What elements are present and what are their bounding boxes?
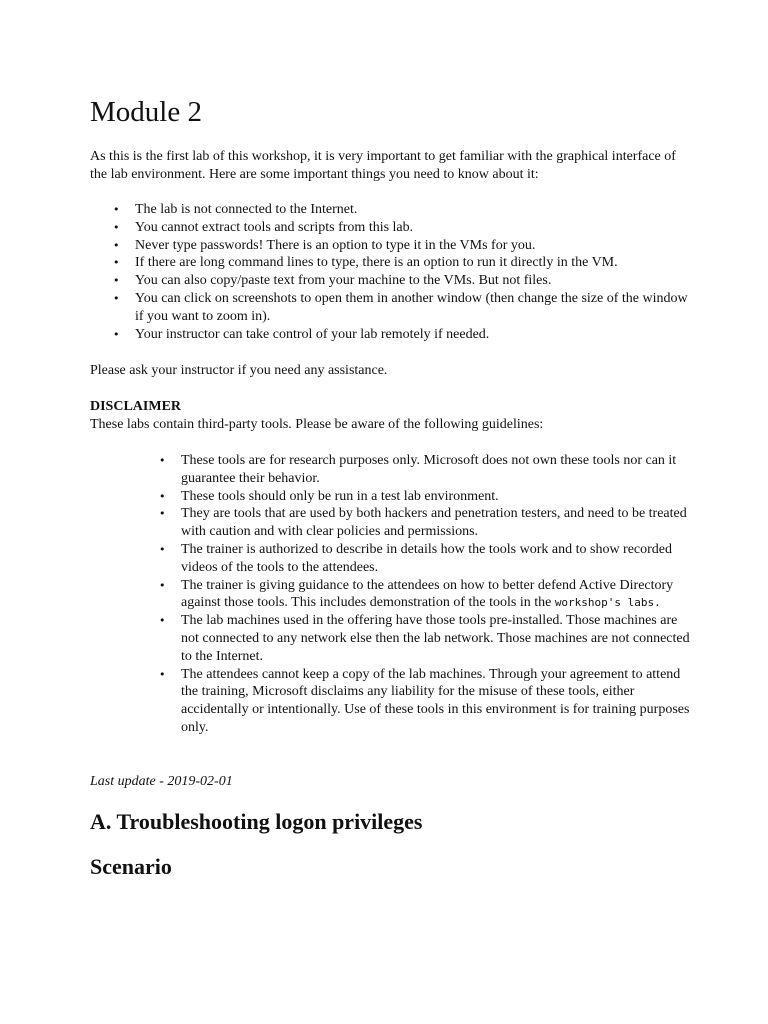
list-item [156,577,696,613]
disclaimer-heading: DISCLAIMER [90,399,182,414]
intro-paragraph: As this is the first lab of this workshop, it is very important to get familiar with the graphical interface of the lab environment. Here are some important things you need to know about it: [90,149,676,182]
list-item: • If there are long command lines to type, there is an option to run it directly in the VM. [110,254,690,272]
list-item: • They are tools that are used by both hackers and penetration testers, and need to be treated with caution and with clear policies and permissions. [156,505,696,541]
list-item: • You can also copy/paste text from your machine to the VMs. But not files. [110,272,690,290]
list-item: • The attendees cannot keep a copy of the lab machines. Through your agreement to attend the training, Microsoft disclaims any liability for the misuse of these tools, either accidentally or intentionally. Use of these tools in this environment is for training purposes only. [156,666,696,737]
subsection-heading: Scenario [90,854,172,879]
list-item: • The lab is not connected to the Internet. [110,201,690,219]
list-item: • You can click on screenshots to open them in another window (then change the size of the window if you want to zoom in). [110,290,690,326]
list-item: • Never type passwords! There is an option to type it in the VMs for you. [110,237,690,255]
disclaimer-intro: These labs contain third-party tools. Please be aware of the following guidelines: [90,417,544,432]
guideline-text: The trainer is giving guidance to the attendees on how to better defend Active Directory against those tools. This includes demonstration of the tools in the [181,577,674,611]
last-update: Last update - 2019-02-01 [90,774,233,789]
list-item: • The lab machines used in the offering have those tools pre-installed. Those machines are not connected to any network else then the lab network. Those machines are not connected to the Internet. [156,612,696,665]
list-item: • Your instructor can take control of your lab remotely if needed. [110,326,690,344]
assistance-note: Please ask your instructor if you need any assistance. [90,363,388,378]
list-item: • These tools should only be run in a test lab environment. [156,488,696,506]
guidelines-list [156,452,696,737]
list-item: • These tools are for research purposes only. Microsoft does not own these tools nor can it guarantee their behavior. [156,452,696,488]
guideline-text-tail: workshop's labs. [554,596,661,610]
lab-tips-list [110,201,690,343]
page-title: Module 2 [90,96,202,128]
list-item: • The trainer is authorized to describe in details how the tools work and to show recorded videos of the tools to the attendees. [156,541,696,577]
list-item: • You cannot extract tools and scripts from this lab. [110,219,690,237]
section-heading: A. Troubleshooting logon privileges [90,809,423,834]
